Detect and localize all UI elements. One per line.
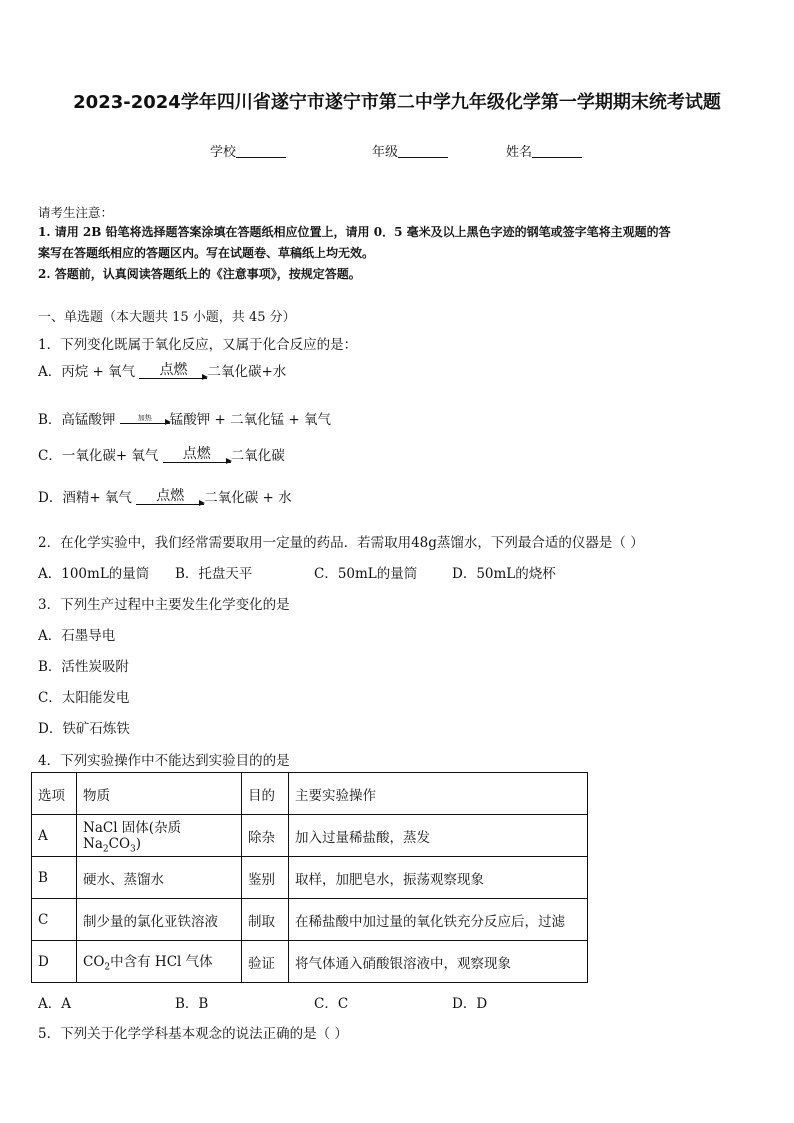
reaction-arrow-icon bbox=[120, 422, 170, 424]
notice-item-1-line-1: 1. 请用 2B 铅笔将选择题答案涂填在答题纸相应位置上，请用 0．5 毫米及以上黑色字迹的钢笔或签字笔将主观题的答 bbox=[38, 225, 671, 239]
question-5-stem: 5．下列关于化学学科基本观念的说法正确的是（ ） bbox=[38, 1026, 348, 1042]
q1-b-condition-label: 加热 bbox=[137, 414, 152, 422]
table-cell-operation: 将气体通入硝酸银溶液中，观察现象 bbox=[289, 941, 588, 983]
table-cell-substance bbox=[77, 941, 242, 983]
question-4-stem: 4．下列实验操作中不能达到实验目的的是 bbox=[38, 753, 290, 769]
table-cell-option: C bbox=[32, 899, 77, 941]
q3-option-a[interactable]: A．石墨导电 bbox=[38, 628, 116, 644]
q1-b-reactants: B．高锰酸钾 bbox=[38, 412, 116, 428]
notice-item-2: 2. 答题前，认真阅读答题纸上的《注意事项》，按规定答题。 bbox=[38, 267, 361, 281]
question-2-stem: 2．在化学实验中，我们经常需要取用一定量的药品．若需取用48g蒸馏水，下列最合适的仪器是（ ） bbox=[38, 535, 644, 551]
q2-option-a[interactable]: A．100mL的量筒 bbox=[38, 566, 150, 582]
name-field bbox=[506, 141, 582, 160]
table-header-cell: 主要实验操作 bbox=[289, 773, 588, 815]
notice-heading: 请考生注意： bbox=[38, 205, 114, 220]
q1-option-a[interactable] bbox=[38, 360, 286, 380]
substance-text: CO bbox=[83, 954, 105, 971]
q1-option-b[interactable] bbox=[38, 408, 331, 428]
q3-option-c[interactable]: C．太阳能发电 bbox=[38, 690, 130, 706]
table-cell-purpose: 制取 bbox=[242, 899, 289, 941]
q1-c-condition bbox=[163, 447, 231, 463]
reaction-arrow-icon bbox=[139, 377, 207, 379]
table-cell-substance: 制少量的氯化亚铁溶液 bbox=[77, 899, 242, 941]
table-header-row bbox=[32, 773, 588, 815]
table-row bbox=[32, 899, 588, 941]
q2-option-d[interactable]: D．50mL的烧杯 bbox=[452, 566, 556, 582]
table-cell-operation: 取样，加肥皂水，振荡观察现象 bbox=[289, 857, 588, 899]
table-cell-purpose: 鉴别 bbox=[242, 857, 289, 899]
table-row bbox=[32, 941, 588, 983]
school-blank bbox=[236, 143, 286, 158]
table-cell-substance: 硬水、蒸馏水 bbox=[77, 857, 242, 899]
q4-option-d[interactable]: D．D bbox=[452, 996, 488, 1012]
q1-d-condition bbox=[136, 489, 204, 505]
name-label: 姓名 bbox=[506, 145, 533, 160]
table-row bbox=[32, 857, 588, 899]
q1-a-condition bbox=[139, 363, 207, 379]
q4-option-b[interactable]: B．B bbox=[175, 996, 209, 1012]
q1-d-condition-label: 点燃 bbox=[156, 488, 185, 504]
q1-a-reactants: A．丙烷 + 氧气 bbox=[38, 364, 136, 380]
subscript: 2 bbox=[102, 844, 109, 855]
experiment-table bbox=[31, 772, 588, 983]
table-cell-purpose: 验证 bbox=[242, 941, 289, 983]
subscript: 2 bbox=[104, 962, 111, 973]
school-field bbox=[210, 141, 286, 160]
q1-d-reactants: D．酒精+ 氧气 bbox=[38, 490, 132, 506]
table-header-cell: 物质 bbox=[77, 773, 242, 815]
name-blank bbox=[532, 143, 582, 158]
grade-field bbox=[372, 141, 448, 160]
q1-b-condition bbox=[120, 414, 170, 424]
table-cell-option: B bbox=[32, 857, 77, 899]
q1-c-reactants: C．一氧化碳+ 氧气 bbox=[38, 448, 159, 464]
table-cell-operation: 加入过量稀盐酸，蒸发 bbox=[289, 815, 588, 857]
q1-a-products: 二氧化碳+水 bbox=[207, 364, 287, 380]
substance-text: 中含有 HCl 气体 bbox=[110, 954, 213, 971]
school-label: 学校 bbox=[210, 145, 237, 160]
grade-label: 年级 bbox=[372, 145, 399, 160]
substance-text: NaCl 固体(杂质 Na bbox=[83, 820, 182, 853]
q2-option-c[interactable]: C．50mL的量筒 bbox=[314, 566, 418, 582]
section-heading: 一、单选题（本大题共 15 小题，共 45 分） bbox=[38, 310, 296, 325]
table-cell-purpose: 除杂 bbox=[242, 815, 289, 857]
q1-b-products: 锰酸钾 + 二氧化锰 + 氧气 bbox=[169, 412, 332, 428]
table-header-cell: 选项 bbox=[32, 773, 77, 815]
question-1-stem: 1．下列变化既属于氧化反应，又属于化合反应的是： bbox=[38, 337, 358, 353]
reaction-arrow-icon bbox=[163, 461, 231, 463]
question-3-stem: 3．下列生产过程中主要发生化学变化的是 bbox=[38, 597, 290, 613]
substance-text: ) bbox=[135, 836, 142, 853]
page-title: 2023-2024学年四川省遂宁市遂宁市第二中学九年级化学第一学期期末统考试题 bbox=[73, 92, 721, 113]
q3-option-d[interactable]: D．铁矿石炼铁 bbox=[38, 721, 130, 737]
reaction-arrow-icon bbox=[136, 503, 204, 505]
table-row bbox=[32, 815, 588, 857]
table-cell-option: A bbox=[32, 815, 77, 857]
table-cell-substance bbox=[77, 815, 242, 857]
q3-option-b[interactable]: B．活性炭吸附 bbox=[38, 659, 129, 675]
q4-option-c[interactable]: C．C bbox=[314, 996, 349, 1012]
table-cell-operation: 在稀盐酸中加过量的氧化铁充分反应后，过滤 bbox=[289, 899, 588, 941]
notice-item-1-line-2: 案写在答题纸相应的答题区内。写在试题卷、草稿纸上均无效。 bbox=[38, 246, 375, 260]
table-header-cell: 目的 bbox=[242, 773, 289, 815]
substance-text: CO bbox=[108, 836, 131, 853]
q1-c-condition-label: 点燃 bbox=[182, 446, 211, 462]
q1-a-condition-label: 点燃 bbox=[159, 362, 188, 378]
q4-option-a[interactable]: A．A bbox=[38, 996, 71, 1012]
q1-c-products: 二氧化碳 bbox=[230, 448, 285, 464]
grade-blank bbox=[398, 143, 448, 158]
subscript: 3 bbox=[130, 844, 136, 855]
q1-option-d[interactable] bbox=[38, 486, 292, 506]
q2-option-b[interactable]: B．托盘天平 bbox=[175, 566, 253, 582]
q1-d-products: 二氧化碳 + 水 bbox=[204, 490, 292, 506]
table-cell-option: D bbox=[32, 941, 77, 983]
q1-option-c[interactable] bbox=[38, 444, 285, 464]
